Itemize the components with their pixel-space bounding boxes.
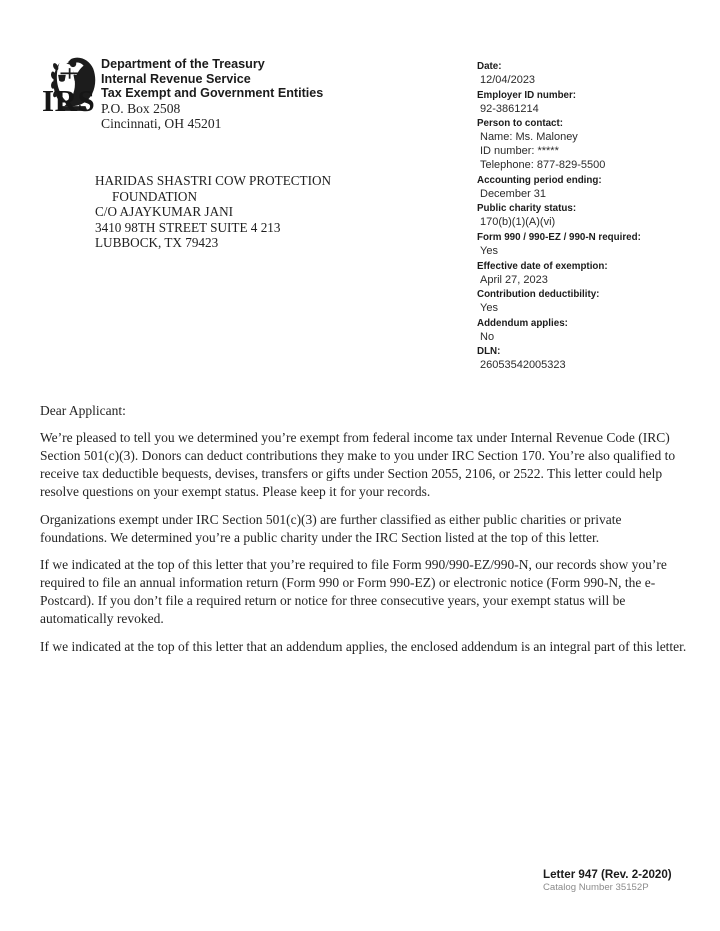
po-box-line: P.O. Box 2508 <box>101 100 181 116</box>
recipient-line: LUBBOCK, TX 79423 <box>95 235 219 251</box>
info-value: April 27, 2023 <box>480 273 548 286</box>
info-value: No <box>480 330 495 343</box>
info-item-ein <box>477 90 715 116</box>
info-label: Effective date of exemption: <box>477 260 608 272</box>
info-item-charity-status <box>477 203 715 229</box>
info-value: Telephone: 877-829-5500 <box>480 159 606 172</box>
info-value: December 31 <box>480 187 547 200</box>
info-item-addendum <box>477 318 715 344</box>
salutation: Dear Applicant: <box>40 403 126 418</box>
info-label: Contribution deductibility: <box>477 289 600 301</box>
city-line: Cincinnati, OH 45201 <box>101 116 222 132</box>
irs-logo-text: IRS <box>42 83 96 118</box>
info-label: Person to contact: <box>477 118 564 130</box>
info-item-contact <box>477 118 715 172</box>
info-item-form-990-required <box>477 232 715 258</box>
info-value: 12/04/2023 <box>480 74 536 86</box>
agency-line: Internal Revenue Service <box>101 71 251 86</box>
info-item-deductibility <box>477 289 715 315</box>
info-label: Form 990 / 990-EZ / 990-N required: <box>477 231 641 243</box>
info-value: 26053542005323 <box>480 359 566 372</box>
recipient-line: HARIDAS SHASTRI COW PROTECTION <box>95 173 332 188</box>
department-block <box>101 57 323 132</box>
info-label: Accounting period ending: <box>477 174 602 186</box>
info-value: ID number: ***** <box>480 145 559 158</box>
body-paragraph: If we indicated at the top of this letter that you’re required to file Form 990/990-EZ/990-N, our records show you’re required to file an annual information return (Form 990 or Form 990-EZ) or electronic notice (Form 990-N, the e-Postcard). If you don’t file a required return or notice for three consecutive years, your exempt status will be automatically revoked. <box>40 557 667 626</box>
info-item-date <box>477 61 715 87</box>
irs-logo <box>42 56 104 116</box>
body-paragraph: If we indicated at the top of this letter that an addendum applies, the enclosed addendum is an integral part of this letter. <box>40 638 687 654</box>
body-paragraph: We’re pleased to tell you we determined you’re exempt from federal income tax under Internal Revenue Code (IRC) Section 501(c)(3). Donors can deduct contributions they make to you under IRC Section 170. You’re also qualified to receive tax deductible bequests, devises, transfers or gifts under Section 2055, 2106, or 2522. This letter could help resolve questions on your exempt status. Please keep it for your records. <box>40 430 676 499</box>
body-paragraph: Organizations exempt under IRC Section 501(c)(3) are further classified as either public charities or private foundations. We determined you’re a public charity under the IRC Section listed at the top of this letter. <box>40 511 622 545</box>
recipient-address <box>95 173 331 251</box>
info-item-effective-date <box>477 261 715 287</box>
info-value: Yes <box>480 302 498 315</box>
letter-info-panel <box>477 61 715 375</box>
info-item-accounting-period <box>477 175 715 201</box>
recipient-line: C/O AJAYKUMAR JANI <box>95 204 234 220</box>
info-label: Date: <box>477 61 502 72</box>
info-value: 170(b)(1)(A)(vi) <box>480 216 556 229</box>
info-value: Name: Ms. Maloney <box>480 131 578 144</box>
catalog-number: Catalog Number 35152P <box>543 882 649 893</box>
info-label: Addendum applies: <box>477 317 568 329</box>
letter-body <box>40 402 692 665</box>
info-value: 92-3861214 <box>480 102 539 115</box>
recipient-line: FOUNDATION <box>112 188 197 204</box>
agency-line: Department of the Treasury <box>101 57 265 71</box>
info-value: Yes <box>480 244 498 257</box>
info-item-dln <box>477 346 715 372</box>
info-label: Employer ID number: <box>477 89 577 101</box>
agency-line: Tax Exempt and Government Entities <box>101 86 324 101</box>
info-label: Public charity status: <box>477 203 577 215</box>
letter-id: Letter 947 (Rev. 2-2020) <box>543 868 672 881</box>
info-label: DLN: <box>477 346 501 358</box>
letter-footer <box>543 868 672 894</box>
recipient-line: 3410 98TH STREET SUITE 4 213 <box>95 219 281 235</box>
